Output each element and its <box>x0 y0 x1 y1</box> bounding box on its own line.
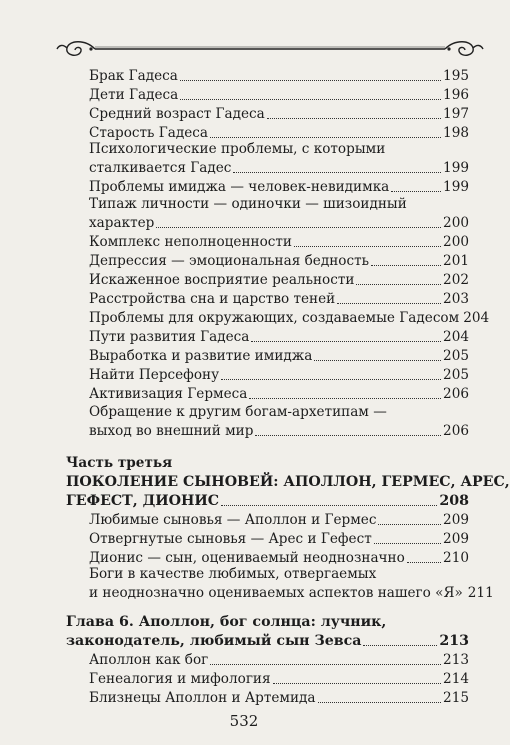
dot-leader <box>363 645 437 646</box>
toc-entry-page: 197 <box>443 106 469 122</box>
toc-entry[interactable] <box>89 86 469 104</box>
toc-entry-label: Дети Гадеса <box>89 87 179 103</box>
toc-entry-label: Расстройства сна и царство теней <box>89 291 336 307</box>
toc-entry-page: 199 <box>443 179 469 195</box>
dot-leader <box>180 99 441 100</box>
toc-entry-label-line1: Боги в качестве любимых, отвергаемых <box>89 566 377 582</box>
toc-entry[interactable] <box>89 252 469 270</box>
dot-leader <box>233 172 441 173</box>
toc-entry-label: Любимые сыновья — Аполлон и Гермес <box>89 512 377 528</box>
dot-leader <box>255 435 441 436</box>
dot-leader <box>294 246 441 247</box>
toc-entry-label-line1: Обращение к другим богам-архетипам — <box>89 404 387 420</box>
toc-entry-page: 214 <box>443 671 469 687</box>
toc-entry-page: 209 <box>443 512 469 528</box>
dot-leader <box>273 683 441 684</box>
toc-entry[interactable] <box>89 422 469 440</box>
dot-leader <box>407 562 441 563</box>
dot-leader <box>221 379 441 380</box>
toc-entry-page: 204 <box>443 329 469 345</box>
dot-leader <box>391 191 441 192</box>
toc-entry-label: Пути развития Гадеса <box>89 329 250 345</box>
toc-entry[interactable] <box>89 670 469 688</box>
dot-leader <box>371 265 441 266</box>
dot-leader <box>356 284 441 285</box>
toc-entry-page: 213 <box>439 633 469 649</box>
toc-entry-page: 205 <box>443 348 469 364</box>
toc-entry[interactable] <box>89 290 469 308</box>
toc-entry[interactable] <box>89 689 469 707</box>
toc-entry-page: 204 <box>463 310 490 326</box>
toc-entry-page: 196 <box>443 87 469 103</box>
toc-entry-label: Средний возраст Гадеса <box>89 106 265 122</box>
toc-entry[interactable] <box>89 309 490 327</box>
toc-entry-label: Проблемы имиджа — человек-невидимка <box>89 179 390 195</box>
toc-entry-label-line1: Типаж личности — одиночки — шизоидный <box>89 196 407 212</box>
dot-leader <box>378 524 441 525</box>
toc-entry-label-line1: Психологические проблемы, с которыми <box>89 141 386 157</box>
toc-chapter-entry[interactable] <box>66 632 469 650</box>
toc-entry-label: ГЕФЕСТ, ДИОНИС <box>66 493 220 509</box>
toc-entry[interactable] <box>89 159 469 177</box>
toc-entry-label: Выработка и развитие имиджа <box>89 348 313 364</box>
toc-entry[interactable] <box>89 214 469 232</box>
toc-entry[interactable] <box>89 178 469 196</box>
toc-entry-label: Генеалогия и мифология <box>89 671 271 687</box>
toc-entry[interactable] <box>89 271 469 289</box>
toc-entry[interactable] <box>89 328 469 346</box>
toc-entry-page: 202 <box>443 272 469 288</box>
toc-entry-page: 213 <box>443 652 469 668</box>
toc-entry[interactable] <box>89 347 469 365</box>
toc-entry-page: 215 <box>443 690 469 706</box>
toc-entry-page: 195 <box>443 68 469 84</box>
dot-leader <box>249 398 441 399</box>
toc-entry-page: 206 <box>443 386 469 402</box>
toc-entry-label: Близнецы Аполлон и Артемида <box>89 690 316 706</box>
toc-entry[interactable] <box>89 651 469 669</box>
part-heading-line1: ПОКОЛЕНИЕ СЫНОВЕЙ: АПОЛЛОН, ГЕРМЕС, АРЕС, <box>66 474 510 490</box>
toc-entry[interactable] <box>89 584 494 602</box>
toc-entry-label: сталкивается Гадес <box>89 160 232 176</box>
toc-entry-page: 206 <box>443 423 469 439</box>
toc-entry-page: 200 <box>443 215 469 231</box>
dot-leader <box>267 118 441 119</box>
dot-leader <box>210 137 441 138</box>
toc-entry-label: Активизация Гермеса <box>89 386 248 402</box>
dot-leader <box>221 505 437 506</box>
toc-part-entry[interactable] <box>66 492 469 510</box>
dot-leader <box>374 543 441 544</box>
page-number: 532 <box>229 712 259 730</box>
dot-leader <box>210 664 441 665</box>
dot-leader <box>156 227 441 228</box>
part-title: Часть третья <box>66 455 173 471</box>
toc-entry-page: 205 <box>443 367 469 383</box>
toc-entry[interactable] <box>89 385 469 403</box>
dot-leader <box>337 303 441 304</box>
toc-entry-label: Аполлон как бог <box>89 652 209 668</box>
toc-entry-label: Комплекс неполноценности <box>89 234 292 250</box>
toc-entry-label: Найти Персефону <box>89 367 220 383</box>
toc-entry-label: Искаженное восприятие реальности <box>89 272 355 288</box>
dot-leader <box>318 702 442 703</box>
toc-entry-label: Отвергнутые сыновья — Арес и Гефест <box>89 531 372 547</box>
toc-entry-page: 210 <box>443 550 469 566</box>
toc-entry-page: 201 <box>443 253 469 269</box>
toc-entry-label: законодатель, любимый сын Зевса <box>66 633 362 649</box>
toc-entry[interactable] <box>89 530 469 548</box>
toc-entry-page: 208 <box>439 493 469 509</box>
toc-entry[interactable] <box>89 67 469 85</box>
toc-entry-label: и неоднозначно оцениваемых аспектов нашего «Я» <box>89 585 463 601</box>
toc-entry-label: Проблемы для окружающих, создаваемые Гадесом <box>89 310 460 326</box>
toc-entry-label: Брак Гадеса <box>89 68 178 84</box>
header-ornament <box>55 36 485 62</box>
toc-entry-label: Старость Гадеса <box>89 125 209 141</box>
toc-entry-page: 203 <box>443 291 469 307</box>
toc-entry[interactable] <box>89 233 469 251</box>
toc-entry-label: характер <box>89 215 155 231</box>
toc-entry-label: Дионис — сын, оцениваемый неоднозначно <box>89 550 405 566</box>
chapter-heading-line1: Глава 6. Аполлон, бог солнца: лучник, <box>66 614 387 630</box>
dot-leader <box>180 80 441 81</box>
toc-entry-page: 200 <box>443 234 469 250</box>
toc-entry-label: выход во внешний мир <box>89 423 254 439</box>
toc-entry-page: 211 <box>467 585 494 601</box>
toc-entry[interactable] <box>89 511 469 529</box>
dot-leader <box>251 341 441 342</box>
toc-entry-page: 209 <box>443 531 469 547</box>
toc-entry-label: Депрессия — эмоциональная бедность <box>89 253 369 269</box>
toc-entry-page: 198 <box>443 125 469 141</box>
toc-entry[interactable] <box>89 366 469 384</box>
toc-entry[interactable] <box>89 105 469 123</box>
dot-leader <box>314 360 441 361</box>
toc-entry-page: 199 <box>443 160 469 176</box>
